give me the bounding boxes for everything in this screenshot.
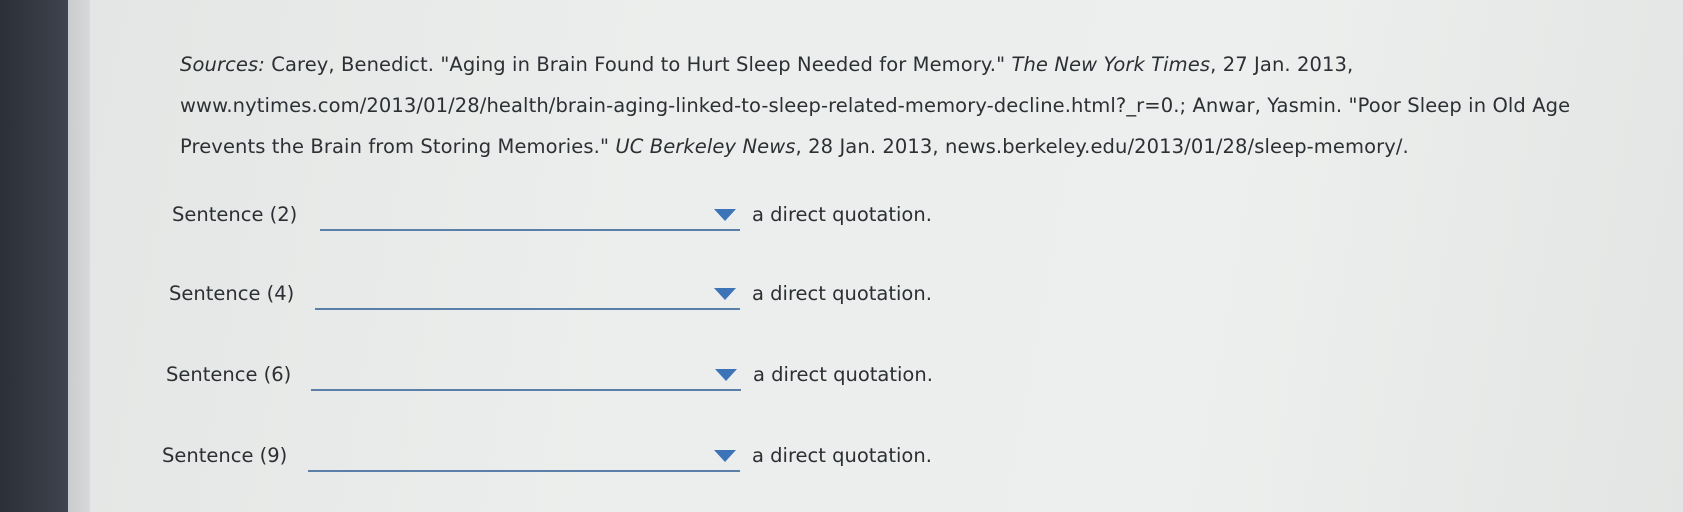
question-row-sentence-6	[166, 363, 946, 395]
citation-carey: Carey, Benedict. "Aging in Brain Found to Hurt Sleep Needed for Memory."	[264, 53, 1012, 76]
question-suffix: a direct quotation.	[753, 363, 933, 386]
question-label: Sentence (9)	[162, 444, 288, 467]
question-label: Sentence (6)	[166, 363, 292, 386]
sources-line-1	[180, 44, 1610, 85]
question-suffix: a direct quotation.	[752, 444, 932, 467]
sources-prefix: Sources:	[180, 53, 265, 76]
question-suffix: a direct quotation.	[752, 203, 932, 226]
caret-down-icon[interactable]	[714, 288, 736, 300]
answer-dropdown[interactable]	[308, 444, 740, 472]
answer-dropdown[interactable]	[311, 363, 741, 391]
citation-carey-date: , 27 Jan. 2013,	[1210, 53, 1354, 76]
sources-citation	[180, 44, 1610, 167]
citation-anwar-title: Prevents the Brain from Storing Memories."	[180, 135, 616, 158]
question-row-sentence-2	[172, 203, 952, 235]
caret-down-icon[interactable]	[714, 450, 736, 462]
caret-down-icon[interactable]	[715, 369, 737, 381]
sources-line-2: www.nytimes.com/2013/01/28/health/brain-aging-linked-to-sleep-related-memory-decline.html?_r=0.; Anwar, Yasmin. "Poor Sleep in Old Age	[180, 94, 1571, 117]
question-row-sentence-4	[169, 282, 949, 314]
caret-down-icon[interactable]	[714, 209, 736, 221]
publication-nyt: The New York Times	[1011, 53, 1211, 76]
publication-berkeley: UC Berkeley News	[615, 135, 796, 158]
left-margin-strip	[68, 0, 90, 512]
sources-line-3	[180, 126, 1610, 167]
question-label: Sentence (2)	[172, 203, 298, 226]
question-label: Sentence (4)	[169, 282, 295, 305]
question-row-sentence-9	[162, 444, 942, 476]
question-suffix: a direct quotation.	[752, 282, 932, 305]
answer-dropdown[interactable]	[315, 282, 740, 310]
citation-anwar-date: , 28 Jan. 2013, news.berkeley.edu/2013/01/28/sleep-memory/.	[795, 135, 1409, 158]
answer-dropdown[interactable]	[320, 203, 740, 231]
